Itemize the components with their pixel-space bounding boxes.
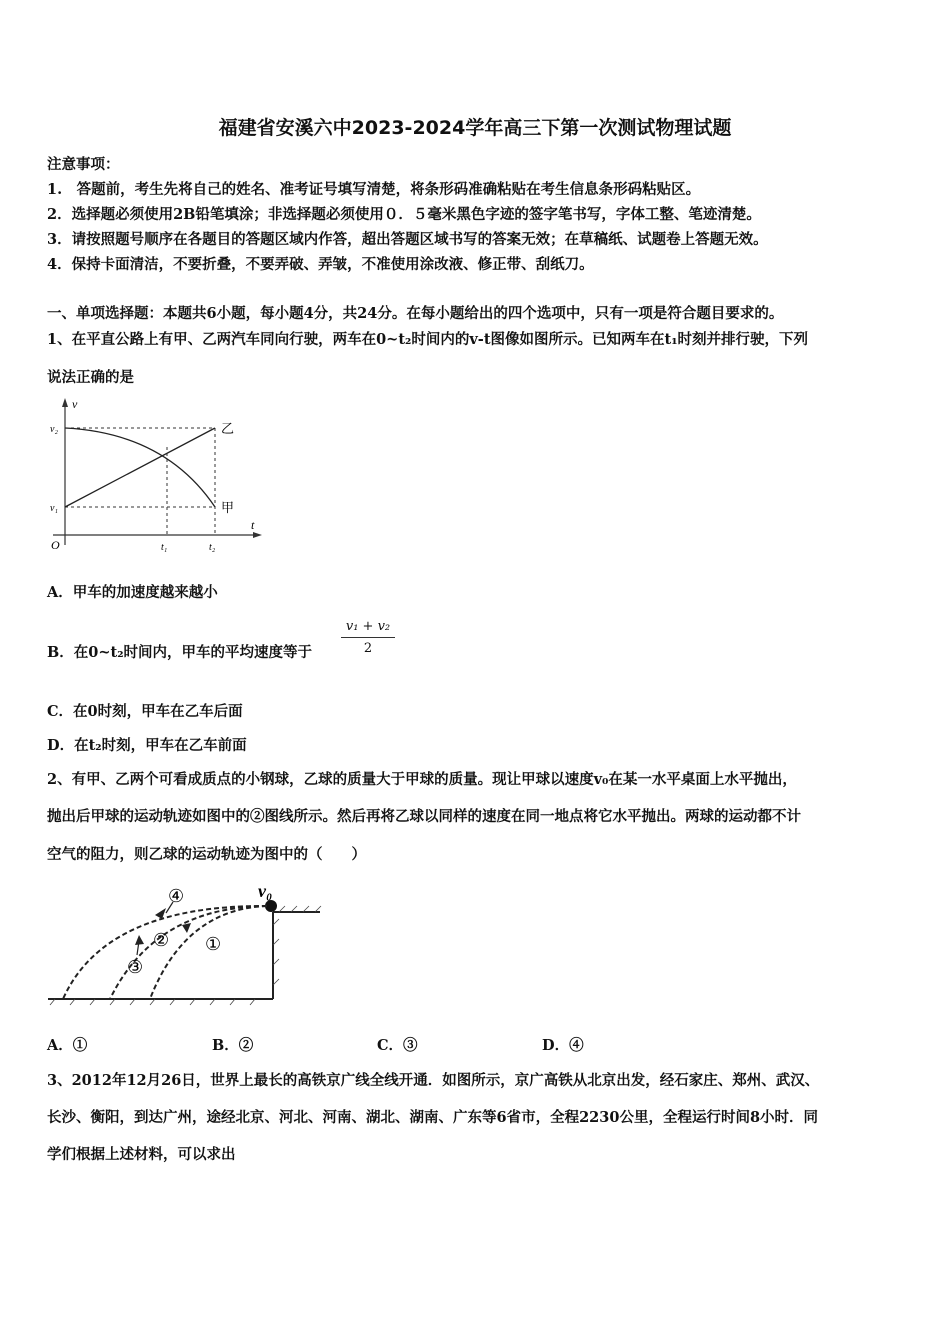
v0-label: v₀: [258, 881, 273, 901]
fraction-numerator: v₁ + v₂: [345, 619, 391, 634]
question-3-stem: 3、2012年12月26日，世界上最长的高铁京广线全线开通．如图所示，京广高铁从北京出发，经石家庄、郑州、武汉、: [47, 1072, 820, 1089]
fraction-denominator: 2: [363, 641, 373, 656]
yi-label: 乙: [221, 421, 235, 436]
notice-item: 4．保持卡面清洁，不要折叠，不要弄破、弄皱，不准使用涂改液、修正带、刮纸刀。: [47, 256, 594, 273]
question-1-stem: 说法正确的是: [47, 369, 134, 386]
fraction-bar: [341, 637, 395, 638]
projectile-figure: [45, 875, 325, 1010]
question-2-stem: 空气的阻力，则乙球的运动轨迹为图中的（ ）: [47, 846, 366, 863]
circle-2-label: ②: [153, 930, 170, 950]
question-1-stem: 1、在平直公路上有甲、乙两汽车同向行驶，两车在0~t₂时间内的v-t图像如图所示。已知两车在t₁时刻并排行驶，下列: [47, 331, 809, 348]
q2-option-d[interactable]: D．④: [542, 1037, 584, 1054]
trajectory-4: [63, 906, 267, 999]
v1-label: v₁: [50, 503, 58, 514]
v-axis-label: v: [72, 397, 78, 411]
vt-graph: [45, 395, 270, 560]
t-axis-label: t: [251, 518, 255, 532]
notice-item: 3．请按照题号顺序在各题目的答题区域内作答，超出答题区域书写的答案无效；在草稿纸、试题卷上答题无效。: [47, 231, 768, 248]
circle-1-label: ①: [205, 934, 222, 954]
trajectory-2: [110, 906, 267, 999]
v2-label: v₂: [50, 424, 58, 435]
t-axis-arrow: [253, 532, 262, 538]
arrow-4: [155, 908, 166, 919]
circle-3-label: ③: [127, 957, 144, 977]
q1-option-b[interactable]: B．在0~t₂时间内，甲车的平均速度等于: [47, 644, 313, 661]
q2-option-c[interactable]: C．③: [377, 1037, 418, 1054]
q1-option-d[interactable]: D．在t₂时刻，甲车在乙车前面: [47, 737, 247, 754]
q2-option-a[interactable]: A．①: [47, 1037, 88, 1054]
q2-option-b[interactable]: B．②: [212, 1037, 254, 1054]
arrow-2: [182, 923, 191, 933]
question-3-stem: 学们根据上述材料，可以求出: [47, 1146, 236, 1163]
arrow-3: [135, 935, 144, 945]
jia-label: 甲: [221, 500, 235, 515]
page-title: 福建省安溪六中2023-2024学年高三下第一次测试物理试题: [218, 117, 732, 139]
q1-option-a[interactable]: A．甲车的加速度越来越小: [47, 584, 218, 601]
origin-label: O: [51, 538, 60, 552]
line-yi: [65, 428, 215, 507]
question-2-stem: 2、有甲、乙两个可看成质点的小钢球，乙球的质量大于甲球的质量。现让甲球以速度v₀在某一水平桌面上水平抛出，: [47, 771, 797, 788]
t2-label: t₂: [209, 542, 216, 553]
section-heading: 一、单项选择题：本题共6小题，每小题4分，共24分。在每小题给出的四个选项中，只有一项是符合题目要求的。: [47, 305, 784, 322]
q1-option-c[interactable]: C．在0时刻，甲车在乙车后面: [47, 703, 243, 720]
notice-heading: 注意事项：: [47, 156, 120, 173]
notice-item: 2．选择题必须使用2B铅笔填涂；非选择题必须使用０．５毫米黑色字迹的签字笔书写，字体工整、笔迹清楚。: [47, 206, 761, 223]
notice-item: 1. 答题前，考生先将自己的姓名、准考证号填写清楚，将条形码准确粘贴在考生信息条形码粘贴区。: [47, 181, 701, 198]
circle-4-label: ④: [168, 886, 185, 906]
question-2-stem: 抛出后甲球的运动轨迹如图中的②图线所示。然后再将乙球以同样的速度在同一地点将它水平抛出。两球的运动都不计: [47, 808, 801, 825]
question-3-stem: 长沙、衡阳，到达广州，途经北京、河北、河南、湖北、湖南、广东等6省市，全程2230公里，全程运行时间8小时．同: [47, 1109, 819, 1126]
v-axis-arrow: [62, 398, 68, 407]
t1-label: t₁: [161, 542, 168, 553]
